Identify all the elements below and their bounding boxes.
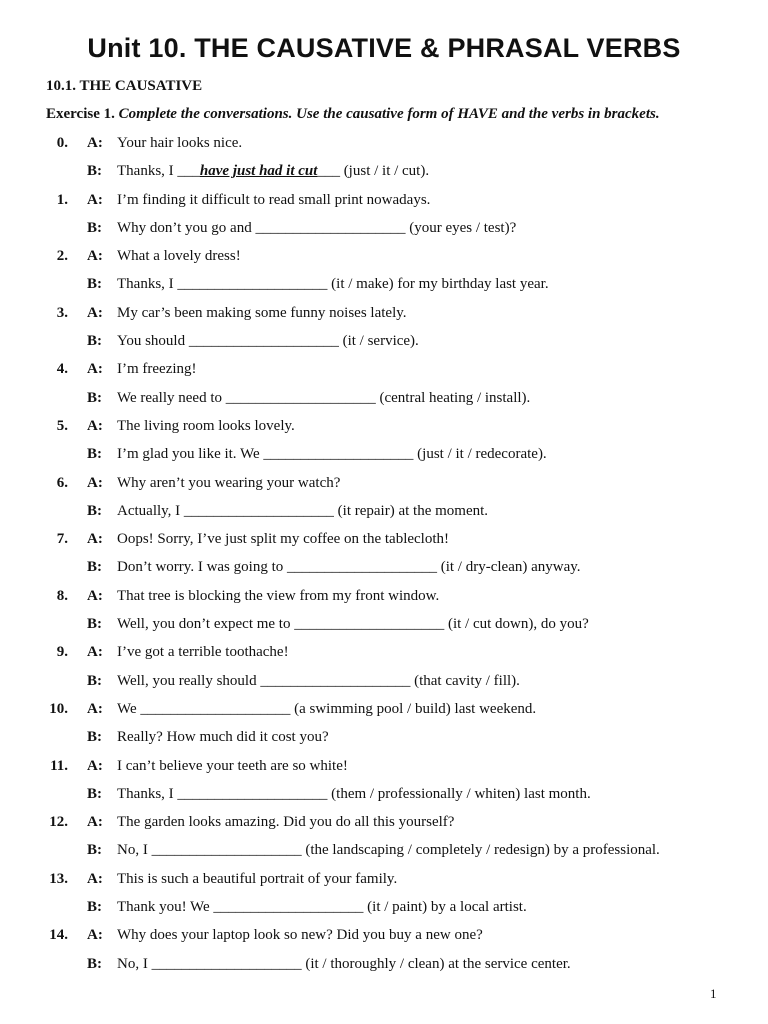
exercise-item	[0, 473, 768, 530]
line-b-text: Well, you don’t expect me to ____________________ (it / cut down), do you?	[117, 616, 589, 633]
line-b	[0, 557, 768, 585]
speaker-b-label: B:	[87, 559, 102, 576]
item-number: 2.	[56, 248, 68, 265]
line-b-text: Really? How much did it cost you?	[117, 729, 329, 746]
speaker-b-label: B:	[87, 955, 102, 972]
speaker-a-label: A:	[87, 587, 103, 604]
speaker-a-label: A:	[87, 248, 103, 265]
speaker-a-label: A:	[87, 644, 103, 661]
line-a	[0, 190, 768, 218]
line-a	[0, 473, 768, 501]
line-a-text: That tree is blocking the view from my front window.	[117, 587, 440, 604]
line-a-text: What a lovely dress!	[117, 248, 241, 265]
line-b	[0, 444, 768, 472]
line-a	[0, 642, 768, 670]
line-b-text: Thanks, I ____________________ (them / professionally / whiten) last month.	[117, 785, 591, 802]
line-a-text: The living room looks lovely.	[117, 417, 295, 434]
speaker-a-label: A:	[87, 417, 103, 434]
line-a	[0, 416, 768, 444]
exercise-item	[0, 246, 768, 303]
line-a	[0, 529, 768, 557]
line-b-text: Don’t worry. I was going to ____________________ (it / dry-clean) anyway.	[117, 559, 581, 576]
line-b	[0, 671, 768, 699]
speaker-a-label: A:	[87, 135, 103, 151]
exercise-item	[0, 756, 768, 813]
line-a	[0, 359, 768, 387]
line-b-text	[117, 161, 429, 181]
exercise-instruction	[46, 106, 660, 123]
line-b	[0, 218, 768, 246]
exercise-item	[0, 133, 768, 190]
speaker-a-label: A:	[87, 304, 103, 321]
line-b	[0, 840, 768, 868]
item-number: 7.	[56, 531, 68, 548]
item-number: 3.	[56, 304, 68, 321]
line-b	[0, 331, 768, 359]
line-a	[0, 869, 768, 897]
line-a	[0, 246, 768, 274]
speaker-b-label: B:	[87, 729, 102, 746]
line-b-text: Actually, I ____________________ (it repair) at the moment.	[117, 502, 489, 519]
line-a	[0, 133, 768, 161]
line-a-text: I’m finding it difficult to read small print nowadays.	[117, 191, 431, 208]
speaker-b-label: B:	[87, 163, 102, 180]
line-b	[0, 954, 768, 982]
speaker-a-label: A:	[87, 191, 103, 208]
item-number: 8.	[56, 587, 68, 604]
line-b-text: I’m glad you like it. We ____________________ (just / it / redecorate).	[117, 446, 547, 463]
speaker-b-label: B:	[87, 842, 102, 859]
line-b-text: Thanks, I ____________________ (it / make) for my birthday last year.	[117, 276, 549, 293]
speaker-a-label: A:	[87, 700, 103, 717]
section-heading: 10.1. THE CAUSATIVE	[46, 78, 203, 94]
line-a-text: I’m freezing!	[117, 361, 197, 378]
speaker-b-label: B:	[87, 616, 102, 633]
exercise-item	[0, 925, 768, 982]
item-number: 12.	[49, 814, 68, 831]
page-title: Unit 10. THE CAUSATIVE & PHRASAL VERBS	[87, 33, 681, 63]
speaker-b-label: B:	[87, 276, 102, 293]
speaker-b-label: B:	[87, 672, 102, 689]
exercise-item	[0, 529, 768, 586]
speaker-b-label: B:	[87, 219, 102, 236]
speaker-b-label: B:	[87, 333, 102, 350]
exercise-text: Complete the conversations. Use the causative form of HAVE and the verbs in brackets.	[118, 106, 660, 122]
line-a-text: Your hair looks nice.	[117, 135, 243, 151]
item-number: 4.	[56, 361, 68, 378]
exercise-items	[0, 133, 768, 982]
item-number: 11.	[50, 757, 68, 774]
line-a-text: I can’t believe your teeth are so white!	[117, 757, 348, 774]
line-a-text: Oops! Sorry, I’ve just split my coffee on the tablecloth!	[117, 531, 450, 548]
line-a-text: Why does your laptop look so new? Did you buy a new one?	[117, 927, 483, 944]
speaker-a-label: A:	[87, 814, 103, 831]
speaker-a-label: A:	[87, 870, 103, 887]
line-a	[0, 699, 768, 727]
line-b	[0, 614, 768, 642]
speaker-b-label: B:	[87, 899, 102, 916]
speaker-a-label: A:	[87, 927, 103, 944]
speaker-b-label: B:	[87, 785, 102, 802]
line-b	[0, 274, 768, 302]
speaker-a-label: A:	[87, 757, 103, 774]
example-answer: have just had it cut	[199, 163, 318, 180]
item-number: 13.	[49, 870, 68, 887]
line-a	[0, 756, 768, 784]
item-number: 1.	[56, 191, 68, 208]
line-a	[0, 303, 768, 331]
exercise-label: Exercise 1.	[46, 106, 115, 122]
line-a-text: We ____________________ (a swimming pool / build) last weekend.	[117, 700, 537, 717]
line-b-text: No, I ____________________ (it / thoroughly / clean) at the service center.	[117, 955, 571, 972]
line-a-text: My car’s been making some funny noises lately.	[117, 304, 407, 321]
line-a-text: The garden looks amazing. Did you do all this yourself?	[117, 814, 455, 831]
exercise-item	[0, 359, 768, 416]
item-number: 6.	[56, 474, 68, 491]
item-number: 5.	[56, 417, 68, 434]
line-a	[0, 812, 768, 840]
line-b-suffix: ___ (just / it / cut).	[317, 163, 430, 180]
line-a-text: This is such a beautiful portrait of your family.	[117, 870, 398, 887]
line-b	[0, 784, 768, 812]
speaker-a-label: A:	[87, 361, 103, 378]
line-b-text: Why don’t you go and ____________________ (your eyes / test)?	[117, 219, 517, 236]
speaker-b-label: B:	[87, 502, 102, 519]
line-b-text: No, I ____________________ (the landscaping / completely / redesign) by a professional.	[117, 842, 660, 859]
item-number: 14.	[49, 927, 68, 944]
exercise-item	[0, 699, 768, 756]
exercise-item	[0, 416, 768, 473]
line-a-text: I’ve got a terrible toothache!	[117, 644, 289, 661]
line-b	[0, 727, 768, 755]
line-a-text: Why aren’t you wearing your watch?	[117, 474, 341, 491]
exercise-item	[0, 869, 768, 926]
exercise-item	[0, 642, 768, 699]
line-b-text: We really need to ____________________ (central heating / install).	[117, 389, 531, 406]
line-b	[0, 501, 768, 529]
page-number: 1	[710, 986, 717, 1001]
item-number: 0.	[56, 135, 68, 151]
exercise-item	[0, 586, 768, 643]
line-a	[0, 925, 768, 953]
line-b	[0, 388, 768, 416]
line-b-text: Well, you really should ____________________ (that cavity / fill).	[117, 672, 520, 689]
speaker-a-label: A:	[87, 531, 103, 548]
line-a	[0, 586, 768, 614]
line-b	[0, 897, 768, 925]
line-b-prefix: Thanks, I ___	[117, 163, 200, 180]
exercise-item	[0, 190, 768, 247]
exercise-item	[0, 812, 768, 869]
item-number: 9.	[56, 644, 68, 661]
speaker-a-label: A:	[87, 474, 103, 491]
line-b-text: You should ____________________ (it / service).	[117, 333, 419, 350]
speaker-b-label: B:	[87, 389, 102, 406]
item-number: 10.	[49, 700, 68, 717]
speaker-b-label: B:	[87, 446, 102, 463]
exercise-item	[0, 303, 768, 360]
line-b	[0, 161, 768, 189]
line-b-text: Thank you! We ____________________ (it / paint) by a local artist.	[117, 899, 527, 916]
